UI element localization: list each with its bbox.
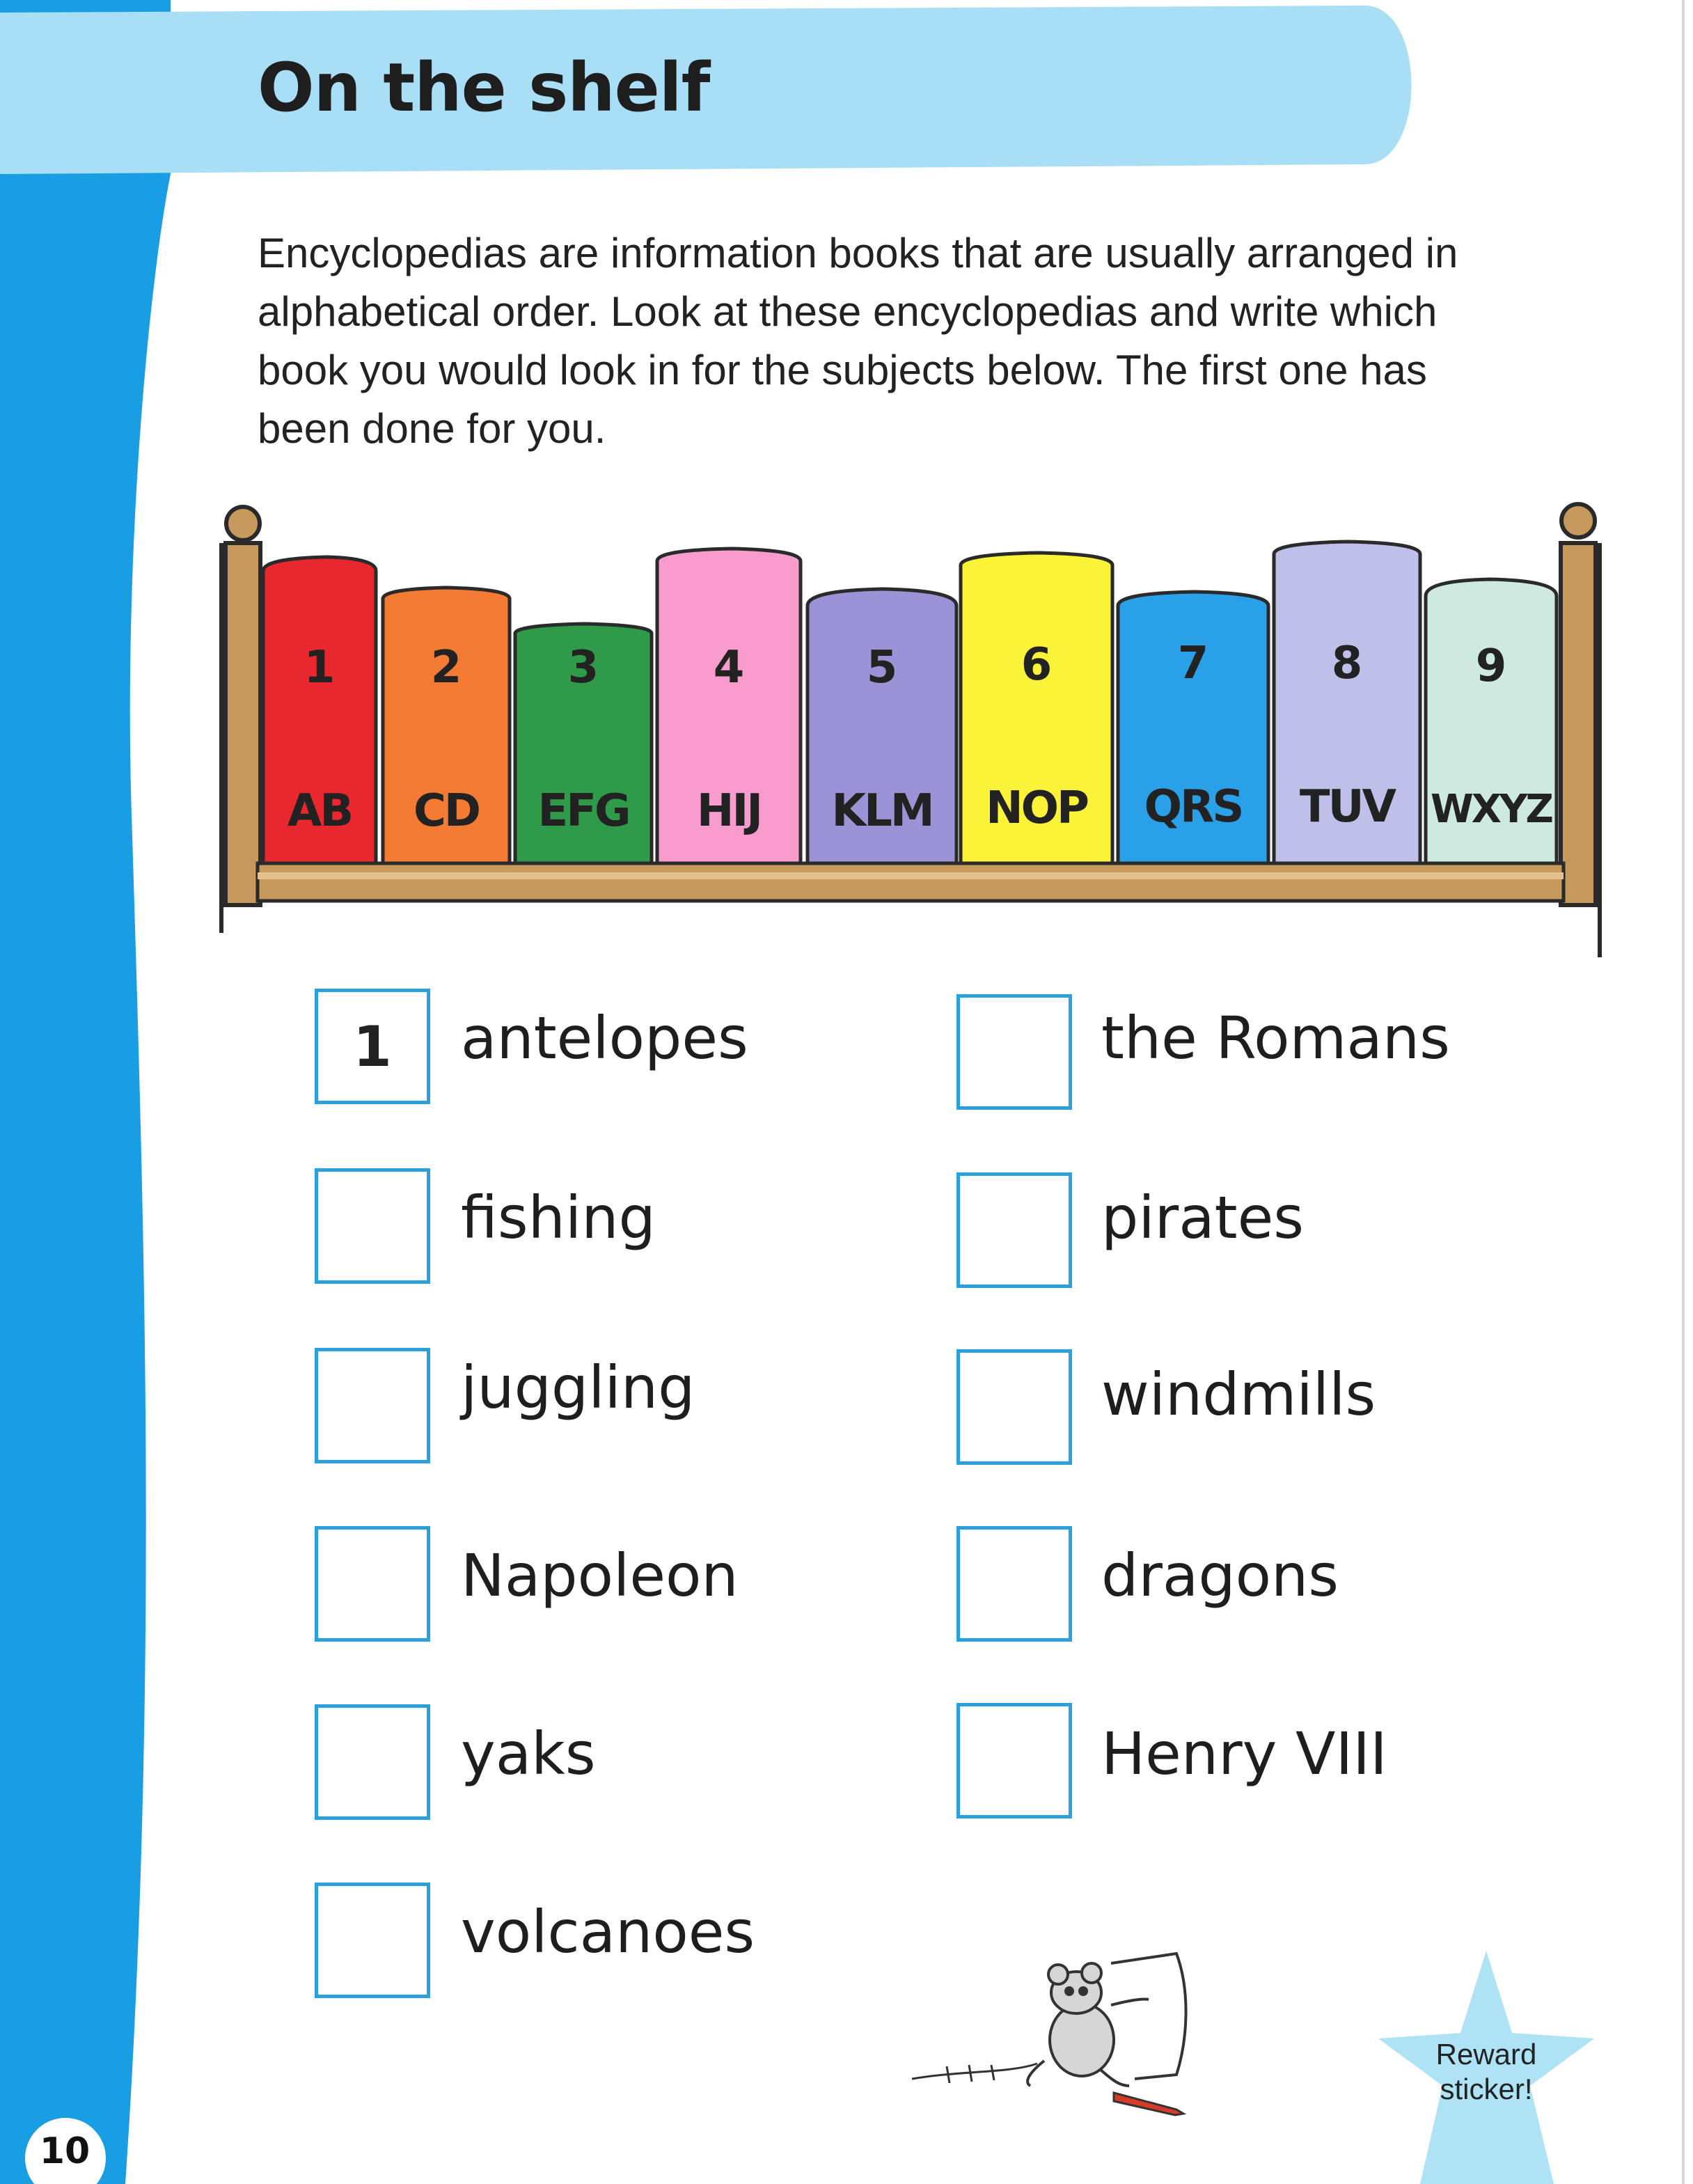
book-number: 9 [1475,641,1507,692]
book-letters: TUV [1299,781,1395,833]
book-number: 3 [567,642,599,693]
book-letters: NOP [986,783,1087,834]
answer-box[interactable] [956,1349,1072,1465]
answer-box[interactable]: 1 [315,989,430,1104]
page-number: 10 [39,2130,90,2172]
answer-box[interactable] [956,1703,1072,1818]
reward-sticker-label [1413,2037,1559,2107]
subject-word: Napoleon [461,1541,739,1610]
mouse-illustration [912,1954,1186,2115]
answer-box[interactable] [315,1526,430,1642]
book-letters: CD [413,785,480,837]
subject-word: antelopes [461,1004,748,1072]
book-number: 8 [1331,638,1363,689]
book-letters: HIJ [696,785,762,837]
shelf-plank [258,863,1564,901]
answer-box[interactable] [315,1168,430,1284]
book-letters: EFG [537,785,629,837]
sticker-line-1: Reward [1435,2038,1537,2071]
book-number: 5 [866,642,898,693]
book-number: 7 [1177,638,1209,689]
subject-word: dragons [1101,1541,1339,1610]
subject-word: windmills [1101,1360,1376,1429]
subject-word: the Romans [1101,1004,1450,1072]
subject-word: Henry VIII [1101,1720,1387,1788]
intro-text: Encyclopedias are information books that are usually arranged in alphabetical order. Look at these encyclopedias and write which book you would look in for the subjects below. The first one has been done for you. [258,230,1458,452]
answer-box[interactable] [315,1883,430,1998]
book-letters: QRS [1144,781,1243,833]
page-title: On the shelf [258,49,710,127]
left-blue-band [0,0,171,2184]
subject-word: volcanoes [461,1898,755,1966]
book-letters: WXYZ [1430,787,1552,832]
subject-word: yaks [461,1720,596,1788]
sticker-line-2: sticker! [1440,2073,1533,2105]
subject-word: pirates [1101,1184,1305,1252]
answer-box[interactable] [315,1704,430,1820]
answer-box[interactable] [956,1526,1072,1642]
book-number: 1 [304,642,336,693]
subject-word: fishing [461,1184,656,1252]
book-letters: AB [287,785,352,837]
book-number: 2 [430,642,462,693]
subject-word: juggling [461,1353,695,1422]
answer-box[interactable] [315,1348,430,1463]
answer-box[interactable] [956,994,1072,1110]
book-letters: KLM [831,785,933,837]
book-number: 6 [1021,639,1053,691]
answer-box[interactable] [956,1172,1072,1288]
book-number: 4 [713,642,745,693]
